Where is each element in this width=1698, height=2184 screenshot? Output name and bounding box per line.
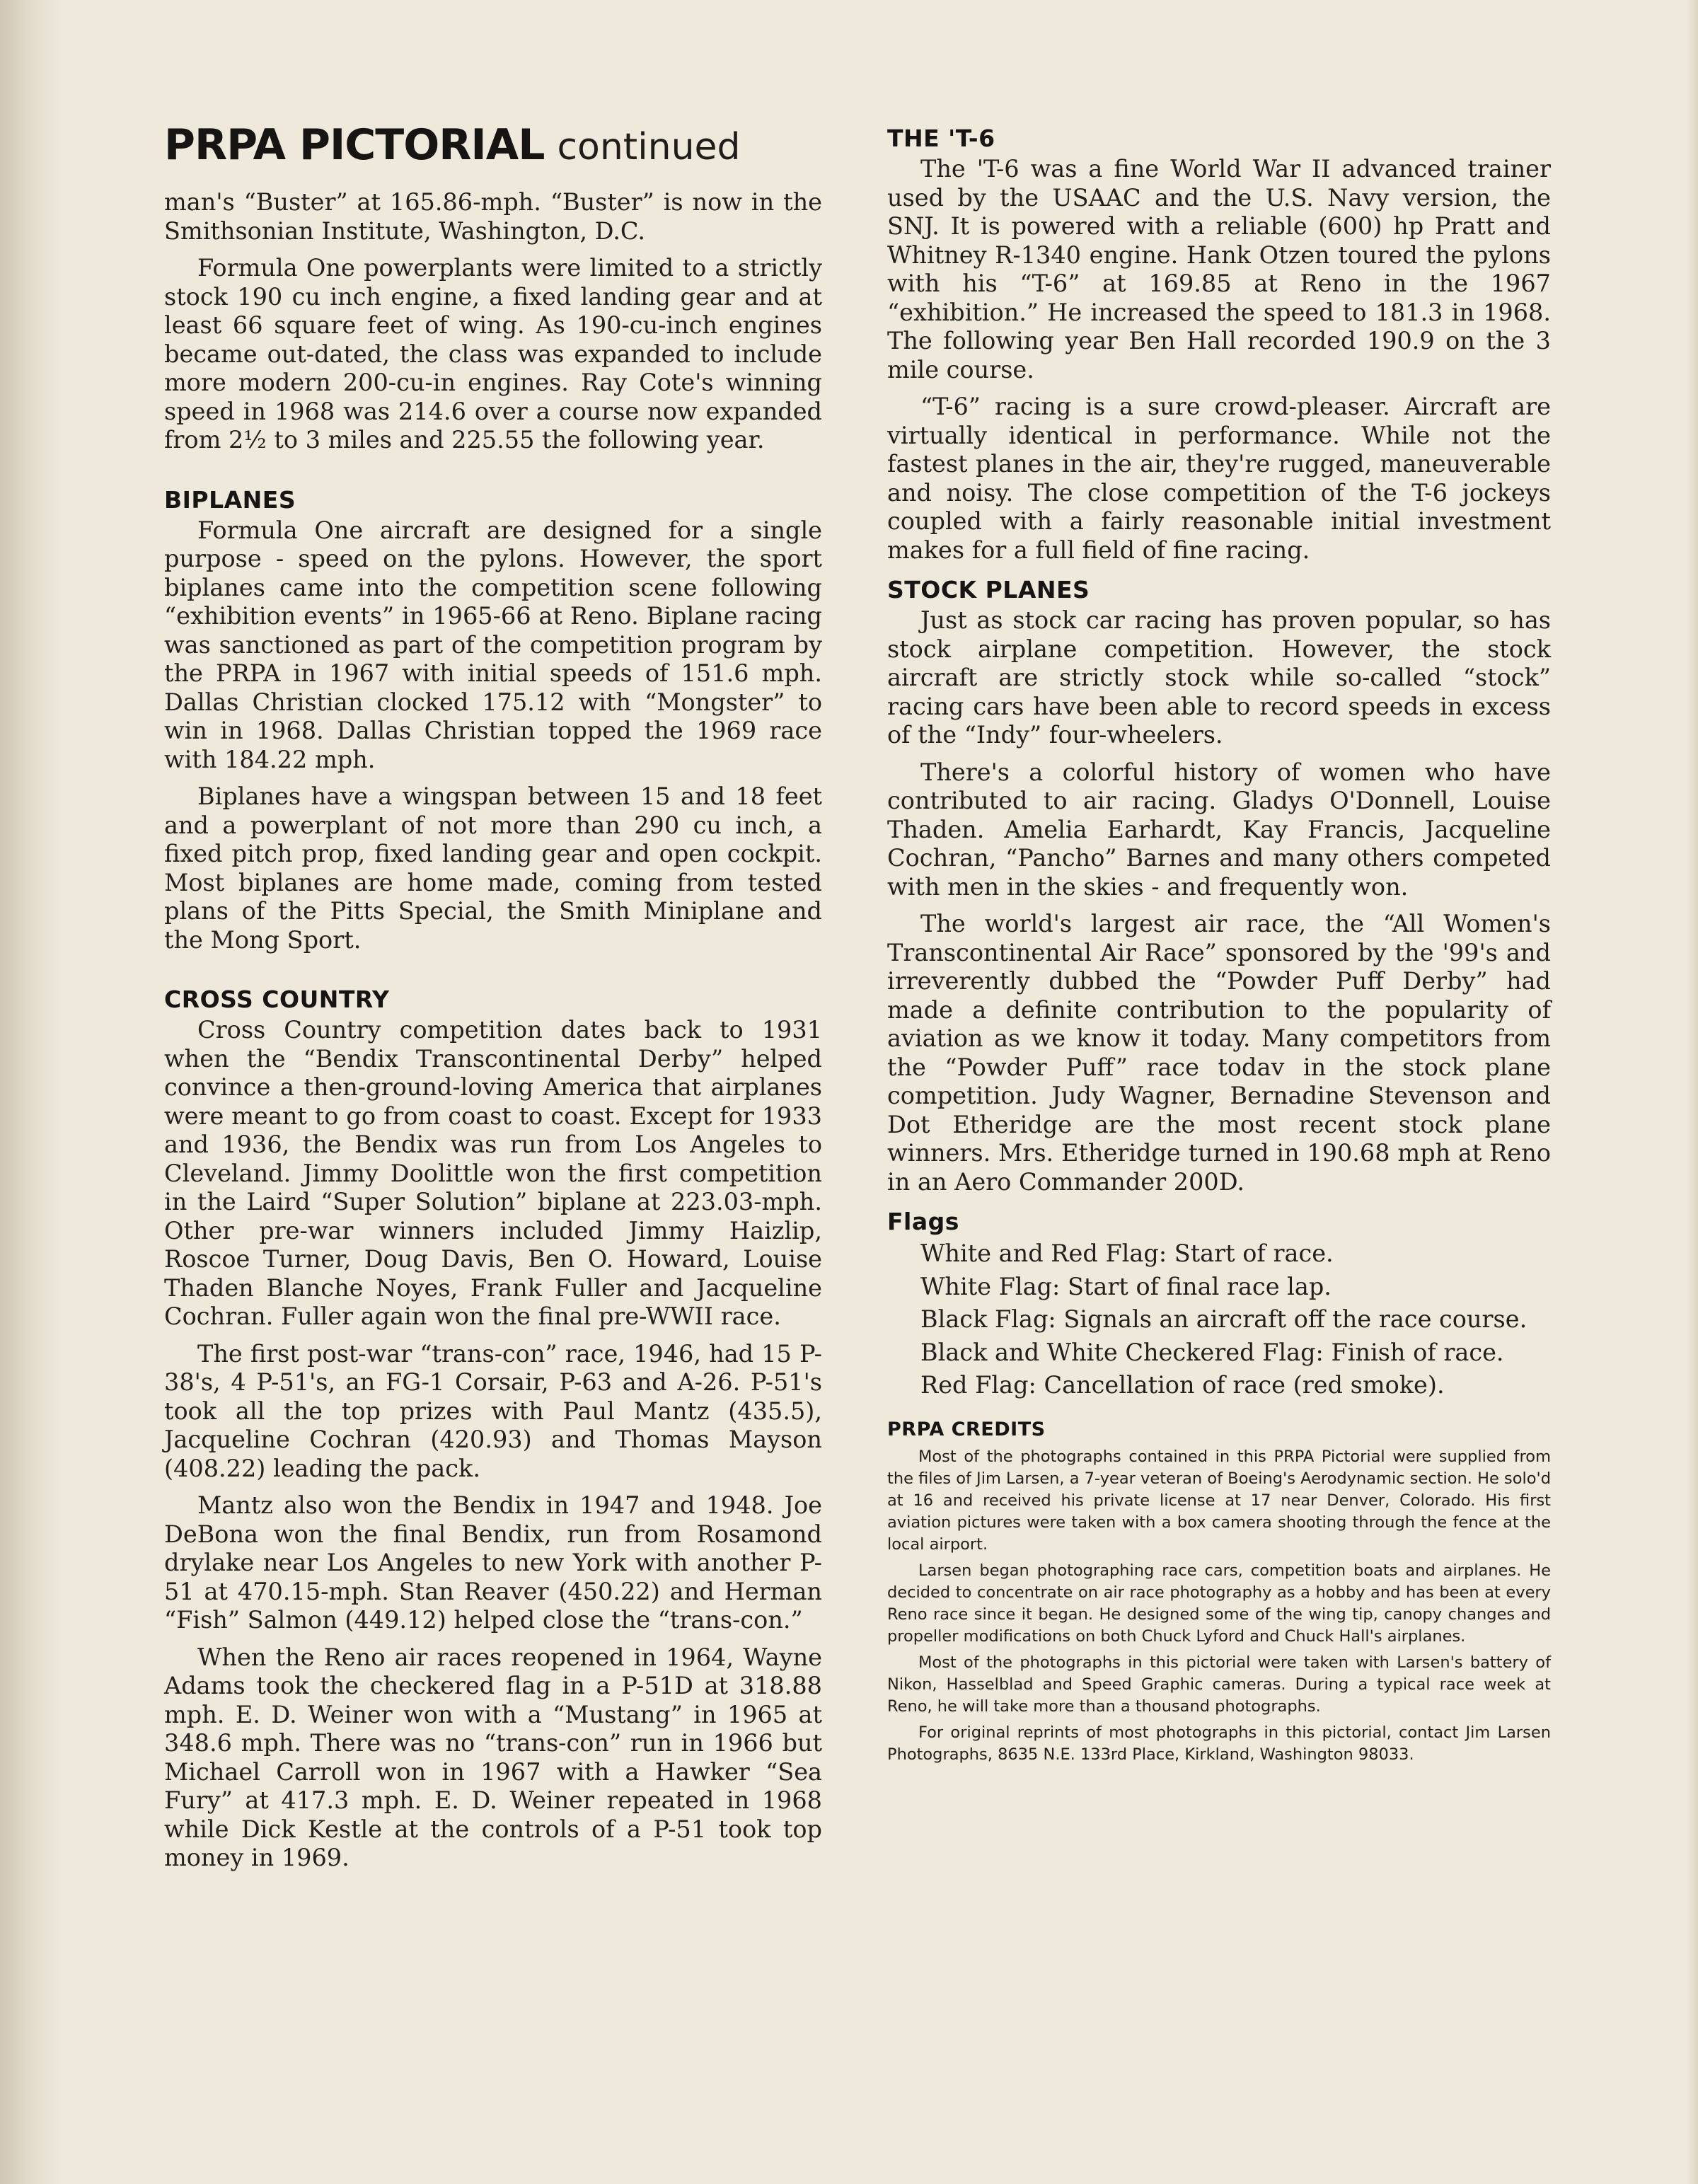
- right-column: [887, 125, 1551, 1770]
- paragraph-t6-2: “T-6” racing is a sure crowd-pleaser. Aircraft are virtually identical in performance. While not the fastest planes in the air, they're rugged, maneuverable and noisy. The close competition of the T-6 jockeys coupled with a fairly reasonable initial investment makes for a full field of fine racing.: [887, 393, 1551, 564]
- paragraph-stock-planes-1: Just as stock car racing has proven popular, so has stock airplane competition. However, the stock aircraft are strictly stock while so-called “stock” racing cars have been able to record speeds in excess of the “Indy” four-wheelers.: [887, 606, 1551, 749]
- paragraph-credits-3: Most of the photographs in this pictorial were taken with Larsen's battery of Nikon, Hasselblad and Speed Graphic cameras. During a typical race week at Reno, he will take more than a thousand photographs.: [887, 1653, 1551, 1716]
- paragraph-credits-4: For original reprints of most photographs in this pictorial, contact Jim Larsen Photographs, 8635 N.E. 133rd Place, Kirkland, Washington 98033.: [887, 1723, 1551, 1764]
- section-heading-t6: THE 'T-6: [887, 125, 995, 152]
- paragraph-formula-one-intro: man's “Buster” at 165.86-mph. “Buster” is now in the Smithsonian Institute, Washington, D.C.: [164, 188, 822, 245]
- list-item: White and Red Flag: Start of race.: [920, 1240, 1334, 1267]
- section-heading-biplanes: BIPLANES: [164, 485, 296, 514]
- section-heading-stock-planes: STOCK PLANES: [887, 576, 1090, 603]
- list-item: Black Flag: Signals an aircraft off the race course.: [920, 1305, 1527, 1333]
- flags-list: [887, 1240, 1551, 1400]
- page-title-continued: continued: [557, 126, 741, 168]
- page-edge-shadow: [1687, 0, 1698, 2184]
- paragraph-cross-country-4: When the Reno air races reopened in 1964, Wayne Adams took the checkered flag in a P-51D at 318.88 mph. E. D. Weiner won with a “Mustang” in 1965 at 348.6 mph. There was no “trans-con” run in 1966 but Michael Carroll won in 1967 with a Hawker “Sea Fury” at 417.3 mph. E. D. Weiner repeated in 1968 while Dick Kestle at the controls of a P-51 took top money in 1969.: [164, 1643, 822, 1871]
- paragraph-biplanes-1: Formula One aircraft are designed for a single purpose - speed on the pylons. However, the sport biplanes came into the competition scene following “exhibition events” in 1965-66 at Reno. Biplane racing was sanctioned as part of the competition program by the PRPA in 1967 with initial speeds of 151.6 mph. Dallas Christian clocked 175.12 with “Mongster” to win in 1968. Dallas Christian topped the 1969 race with 184.22 mph.: [164, 516, 822, 773]
- paragraph-cross-country-3: Mantz also won the Bendix in 1947 and 1948. Joe DeBona won the final Bendix, run from Rosamond drylake near Los Angeles to new York with another P-51 at 470.15-mph. Stan Reaver (450.22) and Herman “Fish” Salmon (449.12) helped close the “trans-con.”: [164, 1491, 822, 1634]
- paragraph-cross-country-1: Cross Country competition dates back to 1931 when the “Bendix Transcontinental Derby” helped convince a then-ground-loving America that airplanes were meant to go from coast to coast. Except for 1933 and 1936, the Bendix was run from Los Angeles to Cleveland. Jimmy Doolittle won the first competition in the Laird “Super Solution” biplane at 223.03-mph. Other pre-war winners included Jimmy Haizlip, Roscoe Turner, Doug Davis, Ben O. Howard, Louise Thaden Blanche Noyes, Frank Fuller and Jacqueline Cochran. Fuller again won the final pre-WWII race.: [164, 1016, 822, 1330]
- paragraph-cross-country-2: The first post-war “trans-con” race, 1946, had 15 P-38's, 4 P-51's, an FG-1 Corsair, P-63 and A-26. P-51's took all the top prizes with Paul Mantz (435.5), Jacqueline Cochran (420.93) and Thomas Mayson (408.22) leading the pack.: [164, 1339, 822, 1482]
- page-title: [164, 120, 822, 170]
- paragraph-stock-planes-3: The world's largest air race, the “All Women's Transcontinental Air Race” sponsored by the '99's and irreverently dubbed the “Powder Puff Derby” had made a definite contribution to the popularity of aviation as we know it today. Many competitors from the “Powder Puff” race todav in the stock plane competition. Judy Wagner, Bernadine Stevenson and Dot Etheridge are the most recent stock plane winners. Mrs. Etheridge turned in 190.68 mph at Reno in an Aero Commander 200D.: [887, 910, 1551, 1196]
- paragraph-formula-one-powerplants: Formula One powerplants were limited to a strictly stock 190 cu inch engine, a fixed landing gear and at least 66 square feet of wing. As 190-cu-inch engines became out-dated, the class was expanded to include more modern 200-cu-in engines. Ray Cote's winning speed in 1968 was 214.6 over a course now expanded from 2½ to 3 miles and 225.55 the following year.: [164, 254, 822, 453]
- paragraph-credits-2: Larsen began photographing race cars, competition boats and airplanes. He decided to concentrate on air race photography as a hobby and has been at every Reno race since it began. He designed some of the wing tip, canopy changes and propeller modifications on both Chuck Lyford and Chuck Hall's airplanes.: [887, 1561, 1551, 1646]
- paragraph-stock-planes-2: There's a colorful history of women who have contributed to air racing. Gladys O'Donnell, Louise Thaden. Amelia Earhardt, Kay Francis, Jacqueline Cochran, “Pancho” Barnes and many others competed with men in the skies - and frequently won.: [887, 758, 1551, 901]
- page-binding-shadow: [0, 0, 64, 2184]
- page-title-main: PRPA PICTORIAL: [164, 120, 545, 170]
- list-item: White Flag: Start of final race lap.: [920, 1272, 1332, 1300]
- section-heading-cross-country: CROSS COUNTRY: [164, 986, 390, 1013]
- paragraph-credits-1: Most of the photographs contained in this PRPA Pictorial were supplied from the files of Jim Larsen, a 7-year veteran of Boeing's Aerodynamic section. He solo'd at 16 and received his private license at 17 near Denver, Colorado. His first aviation pictures were taken with a box camera shooting through the fence at the local airport.: [887, 1447, 1551, 1554]
- left-column: [164, 120, 822, 1881]
- section-heading-prpa-credits: PRPA CREDITS: [887, 1418, 1046, 1440]
- list-item: Red Flag: Cancellation of race (red smoke).: [920, 1371, 1445, 1399]
- list-item: Black and White Checkered Flag: Finish of race.: [920, 1338, 1504, 1366]
- section-heading-flags: Flags: [887, 1208, 959, 1235]
- paragraph-t6-1: The 'T-6 was a fine World War II advanced trainer used by the USAAC and the U.S. Navy version, the SNJ. It is powered with a reliable (600) hp Pratt and Whitney R-1340 engine. Hank Otzen toured the pylons with his “T-6” at 169.85 at Reno in the 1967 “exhibition.” He increased the speed to 181.3 in 1968. The following year Ben Hall recorded 190.9 on the 3 mile course.: [887, 155, 1551, 383]
- paragraph-biplanes-2: Biplanes have a wingspan between 15 and 18 feet and a powerplant of not more than 290 cu inch, a fixed pitch prop, fixed landing gear and open cockpit. Most biplanes are home made, coming from tested plans of the Pitts Special, the Smith Miniplane and the Mong Sport.: [164, 782, 822, 954]
